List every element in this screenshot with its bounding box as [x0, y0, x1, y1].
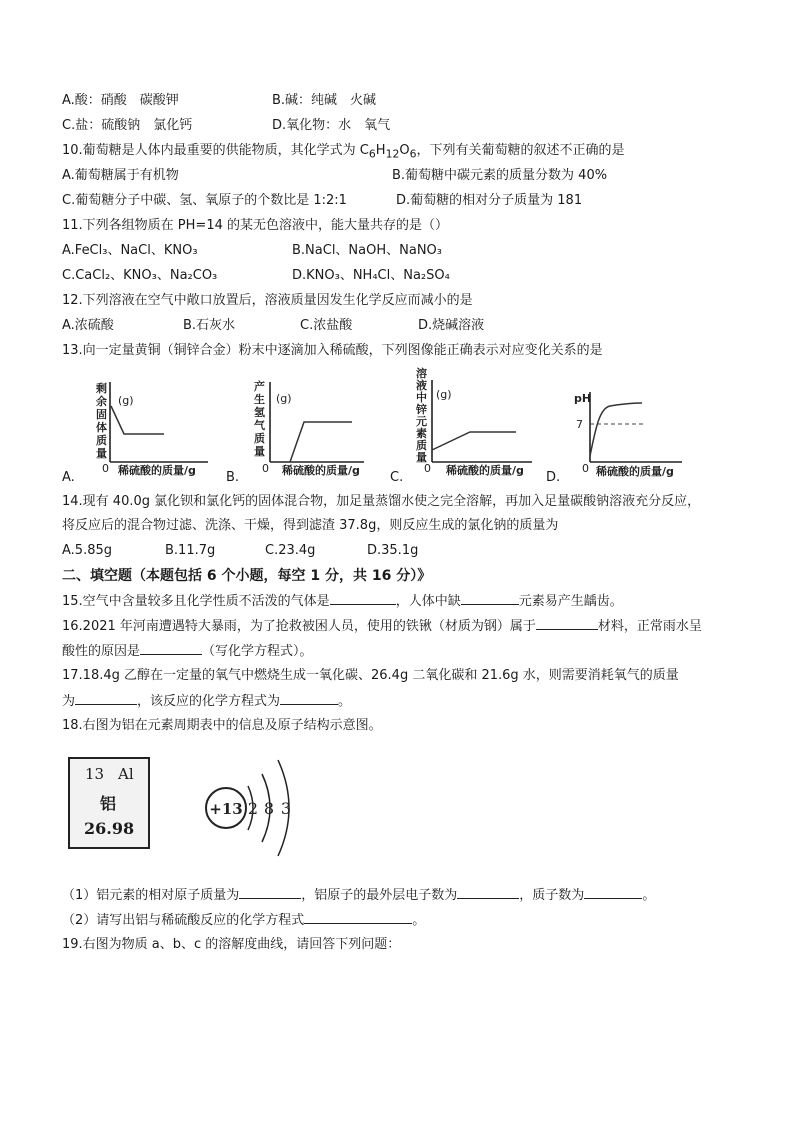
- q11-option-a: A.FeCl₃、NaCl、KNO₃: [62, 243, 198, 258]
- graph-a-ylabel-4: 体: [96, 421, 107, 434]
- graph-b-ylabel-3: 氢: [254, 406, 265, 419]
- graph-d-mark-7: 7: [576, 418, 583, 431]
- q18-sub1-text-4: 。: [642, 888, 656, 903]
- q14-option-b: B.11.7g: [165, 543, 216, 558]
- q14-line1: 14.现有 40.0g 氯化钡和氯化钙的固体混合物，加足量蒸馏水使之完全溶解，再加入足量碳酸钠溶液充分反应，: [62, 494, 701, 509]
- graph-c-ylabel-1: 溶: [416, 367, 427, 380]
- nucleus-charge: +13: [209, 800, 243, 818]
- q14-line2: 将反应后的混合物过滤、洗涤、干燥，得到滤渣 37.8g，则反应生成的氯化钠的质量为: [62, 518, 559, 533]
- q12-option-d: D.烧碱溶液: [418, 318, 485, 333]
- q15: [62, 592, 623, 611]
- graph-c-ylabel-7: 质: [416, 439, 427, 452]
- q16-blank-1[interactable]: [536, 617, 598, 630]
- graph-a-ylabel-3: 固: [96, 408, 107, 421]
- graph-a-unit: (g): [118, 394, 134, 407]
- graph-b-ylabel-6: 量: [254, 445, 265, 458]
- q11-stem: 11.下列各组物质在 PH=14 的某无色溶液中，能大量共存的是（）: [62, 218, 448, 233]
- q18-sub2-text-1: （2）请写出铝与稀硫酸反应的化学方程式: [62, 913, 305, 928]
- q9-option-a: A.酸：硝酸 碳酸钾: [62, 93, 179, 108]
- graph-d: [566, 386, 686, 478]
- q10-mid1: H: [375, 143, 386, 158]
- graph-b-ylabel-2: 生: [254, 393, 265, 406]
- aluminum-atom-structure-diagram: [196, 750, 306, 866]
- graph-b-ylabel-1: 产: [254, 380, 265, 393]
- q9-option-b: B.碱：纯碱 火碱: [272, 93, 377, 108]
- q17-blank-1[interactable]: [75, 692, 137, 705]
- graph-a-xlabel: 稀硫酸的质量/g: [118, 464, 196, 476]
- graph-d-letter: D.: [546, 470, 561, 485]
- q12-option-b: B.石灰水: [183, 318, 236, 333]
- graph-c: [412, 366, 536, 476]
- q15-text-2: ，人体中缺: [395, 594, 461, 609]
- graph-a-curve: [111, 406, 164, 434]
- q15-text-3: 元素易产生龋齿。: [518, 594, 623, 609]
- graph-b: [250, 378, 368, 476]
- graph-a-ylabel-6: 量: [96, 447, 107, 460]
- graph-a-letter: A.: [62, 470, 75, 485]
- q18-sub2: [62, 911, 425, 930]
- shell-2-electrons: 8: [263, 799, 275, 818]
- q14-option-a: A.5.85g: [62, 543, 112, 558]
- q10-mid2: O: [399, 143, 410, 158]
- q10-option-b: B.葡萄糖中碳元素的质量分数为 40%: [392, 168, 608, 183]
- graph-b-curve: [290, 422, 352, 462]
- q18-sub1-blank-2[interactable]: [457, 886, 519, 899]
- graph-a-ylabel-2: 余: [96, 395, 107, 408]
- q18-stem: 18.右图为铝在元素周期表中的信息及原子结构示意图。: [62, 718, 382, 733]
- graph-a-ylabel-1: 剩: [96, 382, 107, 395]
- q18-sub1-text-1: （1）铝元素的相对原子质量为: [62, 888, 240, 903]
- section-2-title: 二、填空题（本题包括 6 个小题，每空 1 分，共 16 分）》: [62, 568, 432, 584]
- graph-c-origin: 0: [424, 462, 431, 475]
- q9-option-d: D.氧化物：水 氧气: [272, 118, 391, 133]
- q10-stem-post: ，下列有关葡萄糖的叙述不正确的是: [416, 143, 625, 158]
- q10-sub2: 12: [385, 147, 400, 161]
- q11-option-c: C.CaCl₂、KNO₃、Na₂CO₃: [62, 268, 218, 283]
- q16-text-3: 酸性的原因是: [62, 644, 141, 659]
- q17-line1: 17.18.4g 乙醇在一定量的氧气中燃烧生成一氧化碳、26.4g 二氧化碳和 21.6g 水，则需要消耗氧气的质量: [62, 668, 679, 683]
- q16-line2: [62, 642, 313, 661]
- graph-b-unit: (g): [276, 392, 292, 405]
- q14-option-c: C.23.4g: [265, 543, 316, 558]
- graph-a-ylabel-5: 质: [96, 434, 107, 447]
- graph-d-ylabel: pH: [574, 392, 592, 405]
- graph-c-ylabel-5: 元: [416, 415, 427, 428]
- q10-sub1: 6: [368, 147, 376, 161]
- graph-a-origin: 0: [102, 462, 109, 475]
- graph-c-letter: C.: [390, 470, 404, 485]
- q18-sub1-text-3: ，质子数为: [519, 888, 585, 903]
- periodic-table-tile-al: [68, 757, 150, 849]
- q13-stem: 13.向一定量黄铜（铜锌合金）粉末中逐滴加入稀硫酸，下列图像能正确表示对应变化关系的是: [62, 343, 603, 358]
- q12-option-c: C.浓盐酸: [300, 318, 353, 333]
- graph-b-ylabel-4: 气: [254, 419, 265, 432]
- q19-stem: 19.右图为物质 a、b、c 的溶解度曲线，请回答下列问题：: [62, 937, 401, 952]
- q17-blank-2[interactable]: [280, 692, 338, 705]
- q11-option-b: B.NaCl、NaOH、NaNO₃: [292, 243, 442, 258]
- q16-text-1: 16.2021 年河南遭遇特大暴雨，为了抢救被困人员，使用的铁锹（材质为钢）属于: [62, 619, 536, 634]
- graph-c-curve: [432, 432, 516, 450]
- q18-sub1: [62, 886, 655, 905]
- q18-sub1-blank-3[interactable]: [584, 886, 642, 899]
- graph-b-origin: 0: [262, 462, 269, 475]
- atomic-number: 13: [85, 765, 105, 783]
- q10-stem: [62, 142, 624, 164]
- q14-option-d: D.35.1g: [367, 543, 419, 558]
- element-name: 铝: [100, 794, 117, 813]
- q12-option-a: A.浓硫酸: [62, 318, 114, 333]
- q16-text-4: （写化学方程式）。: [202, 644, 313, 659]
- q17-text-4: 。: [338, 694, 352, 709]
- q18-sub1-text-2: ，铝原子的最外层电子数为: [301, 888, 458, 903]
- graph-d-curve: [590, 403, 642, 456]
- graph-a: [80, 378, 212, 476]
- graph-d-xlabel: 稀硫酸的质量/g: [596, 465, 674, 478]
- shell-1-electrons: 2: [247, 799, 259, 818]
- graph-b-xlabel: 稀硫酸的质量/g: [282, 464, 360, 476]
- q17-text-2: 为: [62, 694, 76, 709]
- graph-c-ylabel-6: 素: [416, 427, 427, 440]
- q16-line1: [62, 617, 702, 636]
- graph-c-ylabel-8: 量: [416, 451, 427, 464]
- q18-sub2-text-2: 。: [412, 913, 426, 928]
- q12-stem: 12.下列溶液在空气中敞口放置后，溶液质量因发生化学反应而减小的是: [62, 293, 473, 308]
- q18-sub1-blank-1[interactable]: [239, 886, 301, 899]
- graph-c-unit: (g): [436, 388, 452, 401]
- q16-text-2: 材料，正常雨水呈: [597, 619, 702, 634]
- q10-option-a: A.葡萄糖属于有机物: [62, 168, 179, 183]
- atomic-mass: 26.98: [84, 819, 135, 838]
- q9-option-c: C.盐：硫酸钠 氯化钙: [62, 118, 193, 133]
- q10-option-d: D.葡萄糖的相对分子质量为 181: [396, 193, 583, 208]
- graph-b-letter: B.: [226, 470, 240, 485]
- q10-stem-pre: 10.葡萄糖是人体内最重要的供能物质，其化学式为 C: [62, 143, 369, 158]
- graph-b-ylabel-5: 质: [254, 432, 265, 445]
- graph-c-ylabel-3: 中: [416, 391, 427, 404]
- shell-3-electrons: 3: [280, 799, 292, 818]
- q16-blank-2[interactable]: [140, 642, 202, 655]
- element-symbol: Al: [118, 765, 134, 783]
- q10-sub3: 6: [409, 147, 417, 161]
- q18-sub2-blank-1[interactable]: [304, 911, 412, 924]
- graph-c-xlabel: 稀硫酸的质量/g: [446, 464, 524, 476]
- q17-line2: [62, 692, 351, 711]
- q10-option-c: C.葡萄糖分子中碳、氢、氧原子的个数比是 1:2:1: [62, 193, 347, 208]
- graph-c-ylabel-4: 锌: [416, 403, 427, 416]
- q15-blank-1[interactable]: [330, 592, 396, 605]
- graph-d-origin: 0: [582, 462, 589, 475]
- q15-blank-2[interactable]: [461, 592, 519, 605]
- q17-text-3: ，该反应的化学方程式为: [137, 694, 281, 709]
- q15-text-1: 15.空气中含量较多且化学性质不活泼的气体是: [62, 594, 330, 609]
- q11-option-d: D.KNO₃、NH₄Cl、Na₂SO₄: [292, 268, 450, 283]
- graph-c-ylabel-2: 液: [416, 379, 427, 392]
